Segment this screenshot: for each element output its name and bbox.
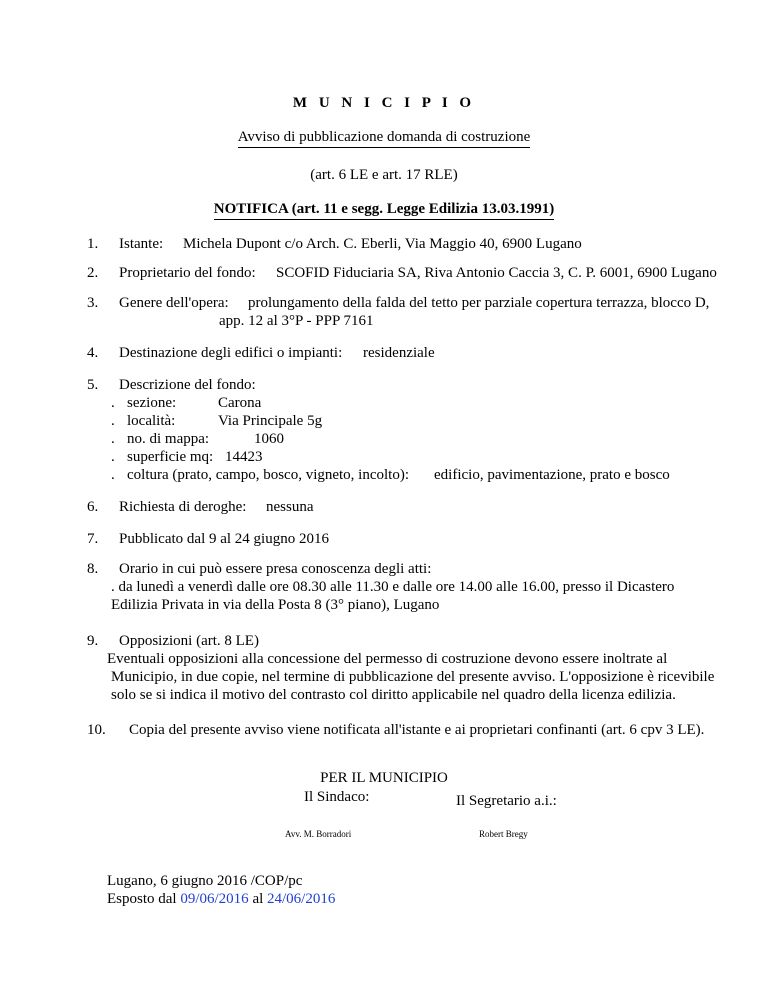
localita-label: località: — [127, 413, 176, 429]
segretario-label: Il Segretario a.i.: — [456, 793, 557, 809]
notifica-heading — [0, 200, 768, 220]
bullet: . — [111, 431, 115, 447]
item-7-number: 7. — [87, 531, 99, 547]
place-date: Lugano, 6 giugno 2016 /COP/pc — [107, 873, 303, 889]
item-9-number: 9. — [87, 633, 99, 649]
superficie-value: 14423 — [225, 449, 263, 465]
item-8-number: 8. — [87, 561, 99, 577]
bullet: . — [111, 449, 115, 465]
coltura-label: coltura (prato, campo, bosco, vigneto, incolto): — [127, 467, 410, 483]
mappa-value: 1060 — [254, 431, 284, 447]
al-text: al — [252, 891, 264, 907]
item-1-label: Istante: — [119, 236, 164, 252]
item-8-label: Orario in cui può essere presa conoscenza degli atti: — [119, 561, 432, 577]
item-6-label: Richiesta di deroghe: — [119, 499, 247, 515]
item-3-value: prolungamento della falda del tetto per parziale copertura terrazza, blocco D, — [248, 295, 710, 311]
item-6-number: 6. — [87, 499, 99, 515]
item-9-line2: Eventuali opposizioni alla concessione del permesso di costruzione devono essere inoltrate al — [107, 651, 668, 667]
item-9-line3: Municipio, in due copie, nel termine di pubblicazione del presente avviso. L'opposizione è ricevibile — [111, 669, 715, 685]
page-title: M U N I C I P I O — [292, 95, 476, 111]
item-4-value: residenziale — [363, 345, 435, 361]
item-4-number: 4. — [87, 345, 99, 361]
sindaco-name: Avv. M. Borradori — [285, 829, 352, 839]
bullet: . — [111, 395, 115, 411]
item-2-value: SCOFID Fiduciaria SA, Riva Antonio Caccia 3, C. P. 6001, 6900 Lugano — [276, 265, 717, 281]
item-7-label: Pubblicato dal 9 al 24 giugno 2016 — [119, 531, 329, 547]
item-10-label: Copia del presente avviso viene notificata all'istante e ai proprietari confinanti (art. 6 cpv 3 LE). — [129, 722, 705, 738]
item-4-label: Destinazione degli edifici o impianti: — [119, 345, 343, 361]
item-9-label: Opposizioni (art. 8 LE) — [119, 633, 259, 649]
item-5-number: 5. — [87, 377, 99, 393]
item-5-label: Descrizione del fondo: — [119, 377, 256, 393]
date-to-link[interactable]: 24/06/2016 — [267, 891, 336, 907]
mappa-label: no. di mappa: — [127, 431, 210, 447]
item-2-number: 2. — [87, 265, 99, 281]
item-1-value: Michela Dupont c/o Arch. C. Eberli, Via Maggio 40, 6900 Lugano — [183, 236, 582, 252]
item-8-line2: . da lunedì a venerdì dalle ore 08.30 alle 11.30 e dalle ore 14.00 alle 16.00, presso il Dicastero — [111, 579, 675, 595]
segretario-name: Robert Bregy — [479, 829, 528, 839]
sezione-value: Carona — [218, 395, 262, 411]
item-6-value: nessuna — [266, 499, 314, 515]
esposto-prefix: Esposto dal — [107, 891, 177, 907]
item-3-label: Genere dell'opera: — [119, 295, 229, 311]
notifica-text: NOTIFICA (art. 11 e segg. Legge Edilizia 13.03.1991) — [214, 200, 554, 220]
subtitle-text: Avviso di pubblicazione domanda di costruzione — [238, 128, 531, 148]
item-1-number: 1. — [87, 236, 99, 252]
sezione-label: sezione: — [127, 395, 177, 411]
bullet: . — [111, 467, 115, 483]
localita-value: Via Principale 5g — [218, 413, 323, 429]
esposto-line — [107, 890, 335, 908]
superficie-label: superficie mq: — [127, 449, 214, 465]
bullet: . — [111, 413, 115, 429]
item-2-label: Proprietario del fondo: — [119, 265, 256, 281]
law-reference: (art. 6 LE e art. 17 RLE) — [310, 167, 458, 183]
item-3-value-line2: app. 12 al 3°P - PPP 7161 — [219, 313, 374, 329]
item-9-line4: solo se si indica il motivo del contrasto col diritto applicabile nel quadro della licenza edilizia. — [111, 687, 676, 703]
item-10-number: 10. — [87, 722, 106, 738]
item-3-number: 3. — [87, 295, 99, 311]
date-from-link[interactable]: 09/06/2016 — [180, 891, 249, 907]
item-8-line3: Edilizia Privata in via della Posta 8 (3° piano), Lugano — [111, 597, 440, 613]
per-il-municipio: PER IL MUNICIPIO — [320, 770, 448, 786]
sindaco-label: Il Sindaco: — [304, 789, 370, 805]
coltura-value: edificio, pavimentazione, prato e bosco — [434, 467, 670, 483]
subtitle — [0, 128, 768, 148]
